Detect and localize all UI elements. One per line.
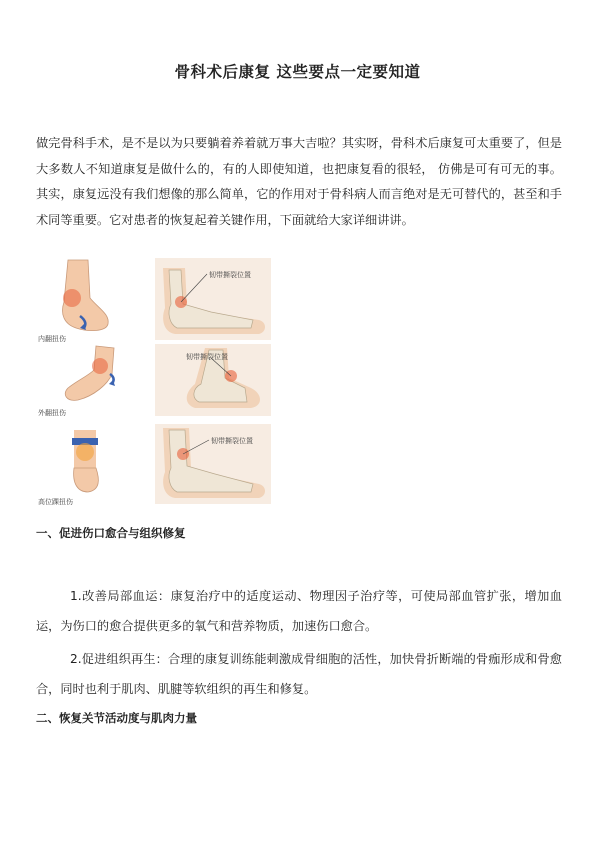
section-1-item-1: 1.改善局部血运：康复治疗中的适度运动、物理因子治疗等，可使局部血管扩张，增加血运，为伤口的愈合提供更多的氧气和营养物质，加速伤口愈合。 [36,589,562,633]
inversion-sprain-illustration [38,258,126,340]
caption-ligament-2: 韧带撕裂位置 [186,353,228,361]
ankle-injury-figure [38,258,278,508]
caption-eversion: 外翻扭伤 [38,409,66,417]
eversion-sprain-illustration [38,344,126,406]
section-1-heading: 一、促进伤口愈合与组织修复 [36,526,186,540]
section-1-item-2: 2.促进组织再生：合理的康复训练能刺激成骨细胞的活性，加快骨折断端的骨痂形成和骨愈合，同时也利于肌肉、肌腱等软组织的再生和修复。 [36,652,562,696]
caption-ligament-3: 韧带撕裂位置 [211,437,253,445]
caption-inversion: 内翻扭伤 [38,335,66,343]
caption-high-ankle: 高位踝扭伤 [38,498,73,506]
intro-paragraph: 做完骨科手术，是不是以为只要躺着养着就万事大吉啦？其实呀，骨科术后康复可太重要了，但是大多数人不知道康复是做什么的，有的人即使知道，也把康复看的很轻， 仿佛是可有可无的事。其实，康复远没有我们想像的那么简单，它的作用对于骨科病人而言绝对是无可替代的，甚至和手术同等重要。它对患者的恢复起着关键作用，下面就给大家详细讲讲。 [36,136,562,227]
caption-ligament-1: 韧带撕裂位置 [209,271,251,279]
high-ankle-sprain-illustration [38,424,126,496]
section-2-heading: 二、恢复关节活动度与肌肉力量 [36,711,197,725]
page-title: 骨科术后康复 这些要点一定要知道 [174,63,421,81]
